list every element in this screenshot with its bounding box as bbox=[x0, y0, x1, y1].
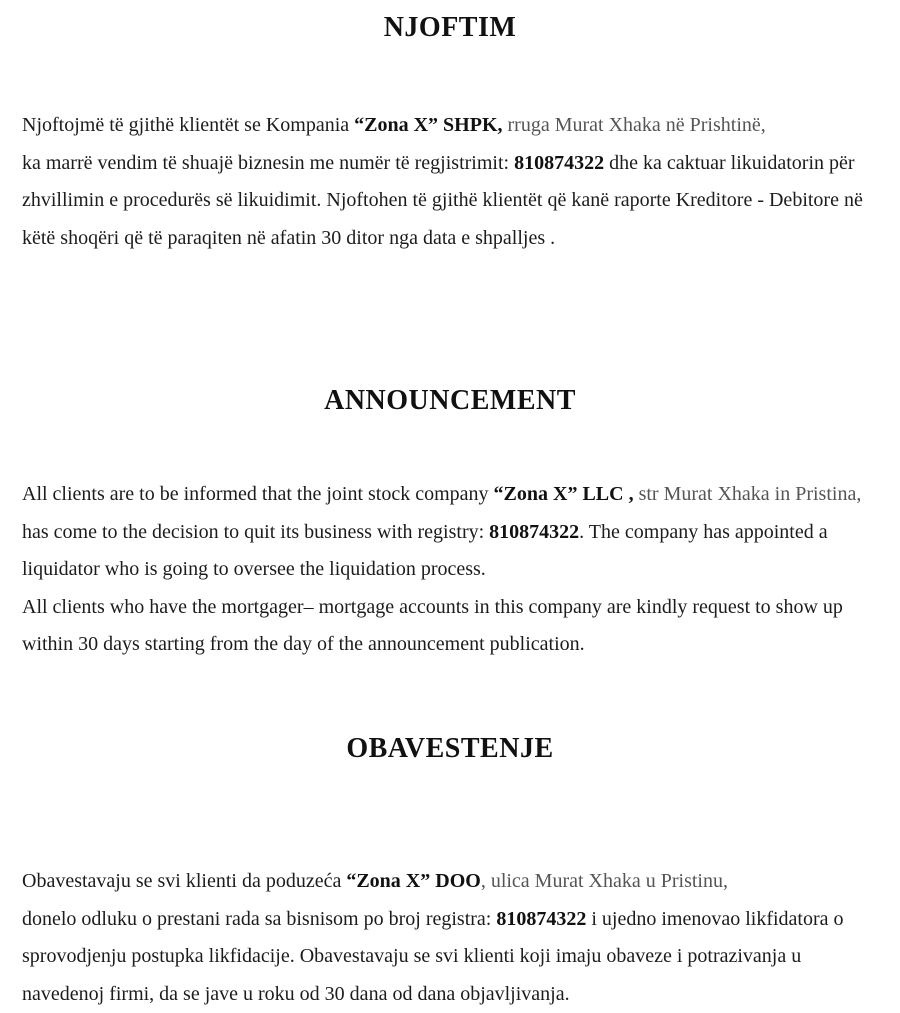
company-address: , ulica Murat Xhaka u Pristinu, bbox=[480, 870, 728, 892]
paragraph-obavestenje bbox=[22, 863, 882, 1013]
text-segment: All clients are to be informed that the joint stock company bbox=[22, 483, 494, 505]
text-segment: i ujedno imenovao likfidatora o sprovodjenju postupka likfidacije. Obavestavaju se svi klienti koji imaju obaveze i potrazivanja u navedenoj firmi, da se jave u roku od 30 dana od dana objavljivanja. bbox=[22, 907, 844, 1005]
company-name: “Zona X” SHPK, bbox=[354, 114, 503, 136]
section-title-obavestenje: OBAVESTENJE bbox=[346, 733, 554, 764]
company-address: rruga Murat Xhaka në Prishtinë, bbox=[502, 114, 766, 136]
text-segment: Njoftojmë të gjithë klientët se Kompania bbox=[22, 114, 355, 136]
registry-number: 810874322 bbox=[489, 520, 580, 543]
company-name: “Zona X” LLC , bbox=[493, 483, 634, 505]
text-segment: dhe ka caktuar likuidatorin për zhvillimin e procedurës së likuidimit. Njoftohen të gjithë klientët që kanë raporte Kreditore - Debitore në këtë shoqëri që të paraqiten në afatin 30 ditor nga data e shpalljes . bbox=[22, 151, 863, 249]
section-title-announcement: ANNOUNCEMENT bbox=[324, 385, 576, 416]
paragraph-njoftim bbox=[22, 107, 882, 257]
company-name: “Zona X” DOO bbox=[346, 870, 481, 892]
section-title-njoftim: NJOFTIM bbox=[383, 12, 517, 43]
text-segment: donelo odluku o prestani rada sa bisnisom po broj registra: bbox=[22, 907, 497, 930]
registry-number: 810874322 bbox=[514, 151, 605, 174]
company-address: str Murat Xhaka in Pristina, bbox=[633, 483, 862, 505]
text-segment: All clients who have the mortgager– mortgage accounts in this company are kindly request to show up within 30 days starting from the day of the announcement publication. bbox=[22, 595, 843, 655]
text-segment: ka marrë vendim të shuajë biznesin me numër të regjistrimit: bbox=[22, 151, 515, 174]
text-segment: Obavestavaju se svi klienti da poduzeća bbox=[22, 870, 347, 892]
paragraph-announcement bbox=[22, 476, 882, 664]
registry-number: 810874322 bbox=[496, 907, 587, 930]
text-segment: . The company has appointed a liquidator who is going to oversee the liquidation process. bbox=[22, 520, 828, 580]
text-segment: has come to the decision to quit its business with registry: bbox=[22, 520, 490, 543]
